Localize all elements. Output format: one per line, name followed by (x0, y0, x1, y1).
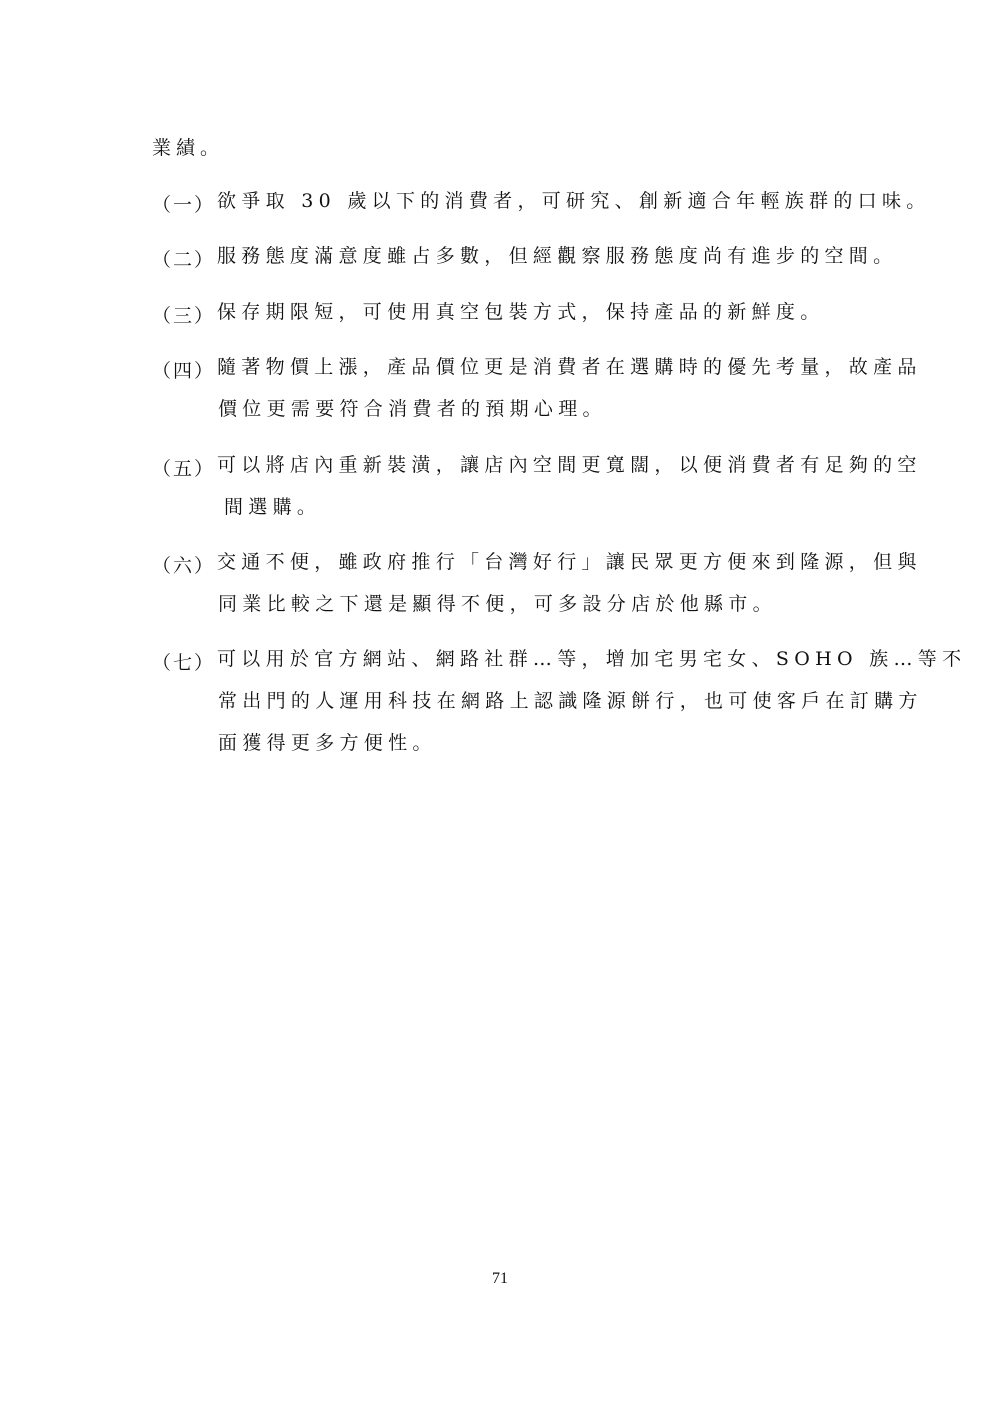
item-marker: （七） (152, 652, 216, 674)
item-text-line: 常出門的人運用科技在網路上認識隆源餅行，也可使客戶在訂購方 (218, 690, 923, 712)
item-marker: （二） (152, 249, 216, 271)
item-text-line: 隨著物價上漲，產品價位更是消費者在選購時的優先考量，故產品 (217, 356, 922, 378)
item-text-line: 可以將店內重新裝潢，讓店內空間更寬闊，以便消費者有足夠的空 (217, 454, 922, 476)
item-marker: （三） (152, 305, 216, 327)
item-text-line: 交通不便，雖政府推行「台灣好行」讓民眾更方便來到隆源，但與 (217, 551, 922, 573)
item-text-line: 價位更需要符合消費者的預期心理。 (218, 398, 607, 420)
item-text-line: 可以用於官方網站、網路社群…等，增加宅男宅女、SOHO 族…等不 (217, 648, 967, 670)
item-marker: （四） (152, 360, 216, 382)
item-text-line: 保存期限短，可使用真空包裝方式，保持產品的新鮮度。 (217, 301, 825, 323)
item-text-line: 服務態度滿意度雖占多數，但經觀察服務態度尚有進步的空間。 (217, 245, 898, 267)
item-text-line: 面獲得更多方便性。 (218, 732, 437, 754)
item-marker: （五） (152, 458, 216, 480)
lead-text: 業績。 (152, 137, 225, 159)
item-text-line: 欲爭取 30 歲以下的消費者，可研究、創新適合年輕族群的口味。 (217, 190, 931, 212)
item-text-line: 同業比較之下還是顯得不便，可多設分店於他縣市。 (218, 593, 777, 615)
item-marker: （一） (152, 194, 216, 216)
item-text-line: 間選購。 (224, 496, 322, 518)
page-number: 71 (492, 1270, 508, 1287)
item-marker: （六） (152, 555, 216, 577)
